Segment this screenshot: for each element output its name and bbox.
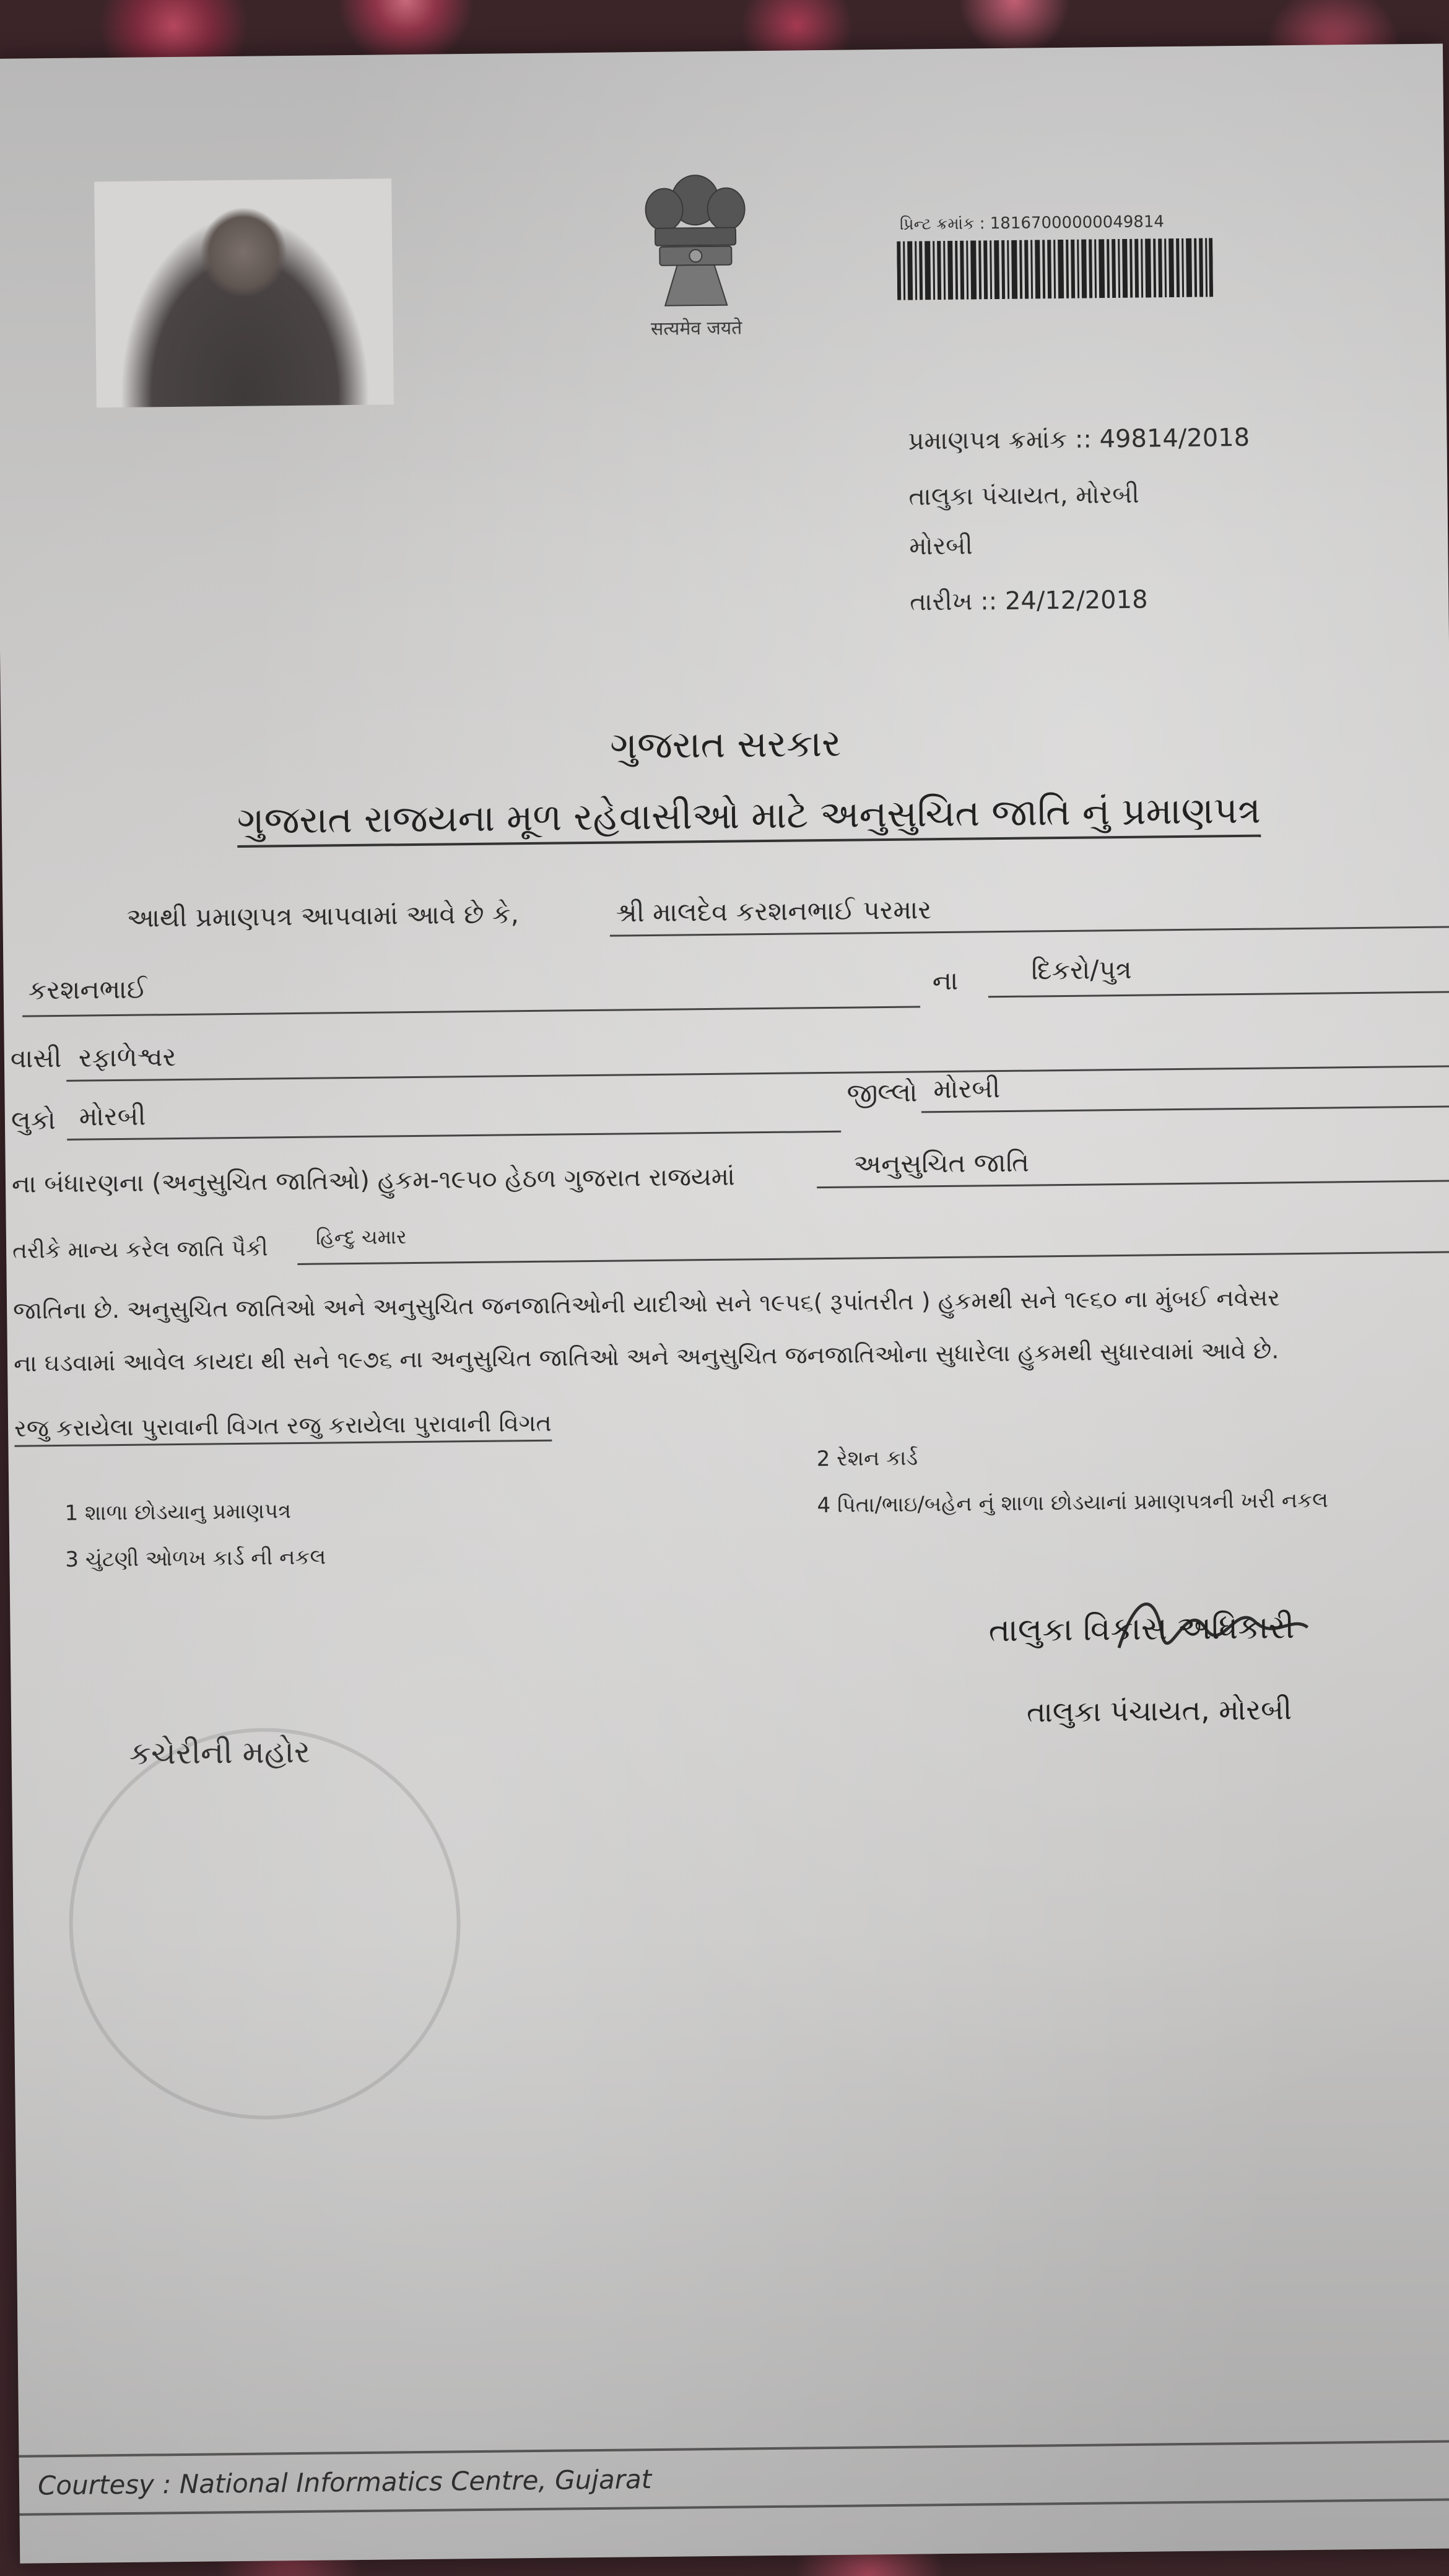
office-line-2: મોરબી xyxy=(909,531,973,561)
father-line xyxy=(22,1006,920,1017)
district: મોરબી xyxy=(933,1073,1001,1105)
paragraph-2: ના ઘડવામાં આવેલ કાયદા થી સને ૧૯૭૬ ના અનુસુચિત જાતિઓ અને અનુસુચિત જનજાતિઓના સુધારેલા હુકમથી સુધારવામાં આવે છે. xyxy=(13,1336,1279,1377)
category-line xyxy=(817,1180,1449,1188)
signatory-office: તાલુકા પંચાયત, મોરબી xyxy=(1026,1692,1292,1729)
taluka: મોરબી xyxy=(79,1100,146,1132)
taluka-line xyxy=(67,1131,841,1141)
stamp-label: કચેરીની મહોર xyxy=(129,1733,311,1772)
applicant-photo xyxy=(94,178,394,407)
heading-certificate-title: ગુજરાત રાજયના મૂળ રહેવાસીઓ માટે અનુસુચિત જાતિ નું પ્રમાણપત્ર xyxy=(237,789,1261,848)
signatory-title: તાલુકા વિકાસ અધિકારી xyxy=(988,1609,1295,1650)
office-stamp xyxy=(67,1726,463,2121)
order-text: ના બંધારણના (અનુસુચિત જાતિઓ) હુકમ-૧૯૫૦ હેઠળ ગુજરાત રાજયમાં xyxy=(11,1162,736,1199)
evidence-item-4: 4 પિતા/ભાઇ/બહેન નું શાળા છોડયાનાં પ્રમાણપત્રની ખરી નકલ xyxy=(817,1487,1329,1518)
category: અનુસુચિત જાતિ xyxy=(853,1147,1030,1180)
heading-government: ગુજરાત સરકાર xyxy=(609,721,842,768)
father-name: કરશનભાઈ xyxy=(28,973,147,1006)
ashoka-emblem-icon xyxy=(620,165,771,316)
relation-line xyxy=(988,991,1449,998)
district-line xyxy=(921,1105,1449,1113)
applicant-name: શ્રી માલદેવ કરશનભાઈ પરમાર xyxy=(616,894,932,928)
residence-line xyxy=(66,1065,1449,1081)
barcode-number: પ્રિન્ટ ક્રમાંક : 18167000000049814 xyxy=(899,212,1165,234)
evidence-item-1: 1 શાળા છોડયાનુ પ્રમાણપત્ર xyxy=(64,1499,292,1526)
paragraph-1: જાતિના છે. અનુસુચિત જાતિઓ અને અનુસુચિત જનજાતિઓની યાદીઓ સને ૧૯૫૬( રૂપાંતરીત ) હુકમથી સને ૧૯૬૦ ના મુંબઈ નવેસર xyxy=(12,1284,1281,1325)
taluka-label: લુકો xyxy=(11,1105,56,1136)
barcode xyxy=(897,238,1213,300)
evidence-item-3: 3 ચુંટણી ઓળખ કાર્ડ ની નકલ xyxy=(65,1544,326,1572)
recognized-text: તરીકે માન્ય કરેલ જાતિ પૈકી xyxy=(12,1235,268,1264)
relation-suffix: ના xyxy=(932,965,959,996)
caste-line xyxy=(297,1251,1449,1265)
footer-courtesy: Courtesy : National Informatics Centre, Gujarat xyxy=(37,2464,652,2501)
residence-label: વાસી xyxy=(10,1042,62,1074)
residence: રફાળેશ્વર xyxy=(78,1042,176,1073)
issue-date: તારીખ :: 24/12/2018 xyxy=(910,585,1148,617)
office-line-1: તાલુકા પંચાયત, મોરબી xyxy=(908,480,1139,511)
evidence-item-2: 2 રેશન કાર્ડ xyxy=(816,1445,918,1472)
intro-text: આથી પ્રમાણપત્ર આપવામાં આવે છે કે, xyxy=(126,899,520,933)
certificate-page xyxy=(0,43,1449,2563)
name-line xyxy=(610,926,1449,936)
emblem-motto: सत्यमेव जयते xyxy=(650,317,742,340)
evidence-heading: રજુ કરાયેલા પુરાવાની વિગત રજુ કરાયેલા પુરાવાની વિગત xyxy=(14,1409,552,1447)
district-label: જીલ્લો xyxy=(846,1077,918,1108)
caste: હિન્દુ ચમાર xyxy=(315,1225,407,1250)
relation: દિકરો/પુત્ર xyxy=(1031,954,1132,986)
certificate-number: પ્રમાણપત્ર ક્રમાંક :: 49814/2018 xyxy=(908,423,1250,456)
